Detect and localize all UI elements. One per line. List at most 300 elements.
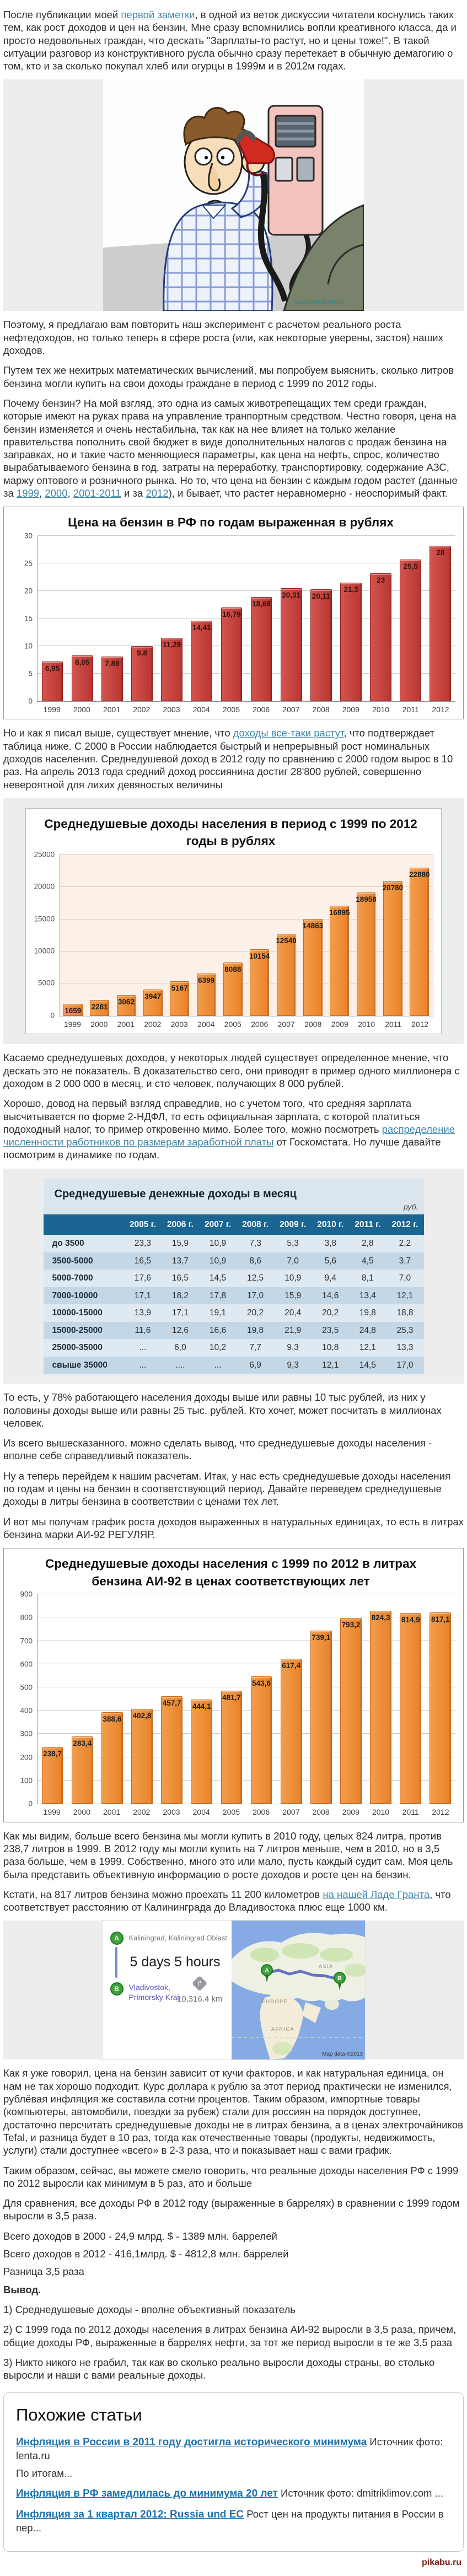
bar-slot	[326, 855, 353, 1016]
bar-value-label: 457,7	[162, 1698, 181, 1707]
intro-paragraph	[3, 8, 464, 72]
table-cell: 13,9	[134, 1308, 151, 1318]
table-cell: 17,1	[134, 1290, 151, 1300]
table-cell: 3,8	[324, 1239, 337, 1249]
related-article-source: Рост цен на продукты питания в России в пер...	[16, 2508, 444, 2534]
inline-link[interactable]: 1999	[16, 487, 40, 499]
table-cell: 15,9	[285, 1290, 302, 1300]
paragraph: Из всего вышесказанного, можно сделать вывод, что среднедушевые доходы населения - вполне себе справедливый показатель.	[3, 1437, 432, 1462]
table-cell: 18,8	[396, 1308, 414, 1318]
text-run: от Госкомстата. Но лучше давайте посмотрим в динамике по годам.	[3, 1136, 441, 1161]
paragraph	[3, 1097, 464, 1161]
x-tick-label: 2008	[312, 1808, 330, 1817]
plot-row	[6, 531, 455, 706]
row-label: 25000-35000	[52, 1343, 103, 1353]
inline-link[interactable]: на нашей Ладе Гранта	[323, 1888, 430, 1900]
table-cell: 9,3	[287, 1360, 299, 1370]
bar-value-label: 22880	[409, 870, 430, 879]
x-tick-label: 2003	[170, 1019, 188, 1029]
x-tick-label: 2011	[385, 1019, 402, 1029]
bar-value-label: 10154	[249, 952, 270, 961]
bar-slot	[276, 1594, 306, 1804]
origin-label: Kaliningrad, Kaliningrad Oblast	[128, 1934, 227, 1943]
y-tick-label: 900	[20, 1590, 33, 1599]
bar-value-label: 402,8	[132, 1712, 152, 1720]
route-map	[103, 1921, 365, 2059]
table-cell: 10,9	[285, 1273, 302, 1283]
africa-label: AFRICA	[271, 2026, 294, 2032]
bar-slot	[366, 1594, 396, 1804]
bar-value-label: 817,1	[431, 1615, 450, 1624]
related-article-link[interactable]: Инфляция за 1 квартал 2012: Russia und ЕС	[16, 2508, 244, 2520]
table-cell: 13,3	[396, 1343, 414, 1353]
table-row	[44, 1287, 424, 1305]
table-cell: 13,4	[359, 1290, 376, 1300]
marker-a-icon: A	[110, 1932, 124, 1945]
y-tick-label: 700	[20, 1637, 33, 1645]
row-label: 3500-5000	[52, 1256, 93, 1266]
y-tick-label: 0	[50, 1011, 55, 1020]
conclusion-item-1: 1) Среднедушевые доходы - вполне объективный показатель	[3, 2303, 296, 2315]
column-header: 2009 г.	[274, 1214, 312, 1235]
related-heading: Похожие статьи	[16, 2405, 142, 2425]
x-tick-label: 2006	[251, 1019, 269, 1029]
related-article-source: Источник фото: lenta.ru	[16, 2436, 443, 2462]
table-cell: 24,8	[359, 1325, 376, 1335]
bar-slot	[113, 855, 139, 1016]
x-tick-label: 2001	[103, 1808, 121, 1817]
related-articles	[3, 2392, 464, 2552]
bar	[72, 1736, 93, 1804]
bar	[42, 1747, 63, 1804]
bar	[310, 589, 332, 701]
bar-value-label: 20,31	[282, 590, 301, 599]
table-cell: 20,4	[285, 1308, 302, 1318]
x-tick-label: 2002	[133, 704, 151, 714]
bar-value-label: 283,4	[73, 1739, 92, 1748]
table-row	[44, 1235, 424, 1252]
bar	[101, 1712, 123, 1804]
bar	[221, 1691, 243, 1804]
svg-text:B: B	[337, 1975, 342, 1982]
bar-slot	[219, 855, 246, 1016]
bar	[430, 546, 451, 701]
table-cell: 7,3	[249, 1239, 261, 1249]
cartoon-strip	[3, 79, 464, 311]
table-cell: 19,8	[247, 1325, 264, 1335]
table-cell: 12,5	[247, 1273, 264, 1283]
table-cell: 23,5	[322, 1325, 339, 1335]
text-run: , в одной из веток дискуссии читатели коснулись таких тем, как рост доходов и цен на бензин. Мне сразу вспомнились вопли креативного класса, да и просто недовольных граждан, что дескать "Зарплаты-то растут, но и цены тоже!". В такой ситуации разговор из конструктивного русла обычно сразу перетекает в обычную демагогию о том, кто и за сколько покупал хлеб или огурцы в 1999м и в 2012м годах.	[3, 9, 457, 72]
bar	[251, 597, 272, 701]
y-tick-label: 20	[24, 587, 33, 595]
x-tick-label: 2009	[331, 1019, 348, 1029]
inline-link[interactable]: распределение численности работников по размерам заработной платы	[3, 1123, 455, 1148]
bar-slot	[306, 536, 336, 701]
table-cell: 23,3	[134, 1239, 151, 1249]
conclusion-item-3: 3) Никто никого не грабил, так как во сколько реально выросли доходы страны, во столько выросли и наши с вами реальные доходы.	[3, 2356, 435, 2381]
text-run: Хорошо, довод на первый взгляд справедлив, но с учетом того, что средняя зарплата высчитывается по форме 2-НДФЛ, то есть официальная зарплата, с которой платиться подоходный налог, то пример откровенно мимо. Более того, можно посмотреть	[3, 1098, 420, 1135]
table-cell: 9,4	[324, 1273, 337, 1283]
column-header: 2010 г.	[312, 1214, 349, 1235]
bar-value-label: 238,7	[43, 1750, 62, 1758]
asia-label: ASIA	[318, 1964, 334, 1970]
x-tick-label: 2003	[163, 704, 180, 714]
paragraph: Для сравнения, все доходы РФ в 2012 году (выраженные в баррелях) в сравнении с 1999 годом выросли в 3,5 раза.	[3, 2197, 460, 2222]
bar-slot	[336, 536, 366, 701]
bar	[340, 1618, 362, 1804]
table-cell: 7,0	[287, 1256, 299, 1266]
table-cell: 8,6	[249, 1256, 261, 1266]
table-cell: 20,2	[247, 1308, 264, 1318]
bar-slot	[193, 855, 219, 1016]
income-2012-line: Всего доходов в 2012 - 416,1млрд. $ - 4812,8 млн. баррелей	[3, 2248, 289, 2260]
bar-slot	[86, 855, 112, 1016]
table-cell: 19,1	[209, 1308, 227, 1318]
table-title: Среднедушевые денежные доходы в месяц	[54, 1187, 297, 1200]
bar-value-label: 824,3	[371, 1614, 390, 1622]
bar	[63, 1004, 83, 1015]
x-tick-label: 2007	[282, 704, 300, 714]
table-row	[44, 1304, 424, 1322]
related-article-link[interactable]: Инфляция в России в 2011 году достигла исторического минимума	[16, 2437, 367, 2449]
route-duration: 5 days 5 hours	[130, 1954, 221, 1970]
bar-slot	[127, 536, 157, 701]
plot-area	[37, 536, 455, 702]
related-article-link[interactable]: Инфляция в РФ замедлилась до минимума 20 лет	[16, 2487, 278, 2499]
bar-slot	[37, 536, 67, 701]
table-cell: 13,7	[171, 1256, 189, 1266]
bar-value-label: 481,7	[222, 1693, 241, 1702]
glasses-left	[195, 148, 212, 165]
table-cell: 8,1	[362, 1273, 374, 1283]
bar-slot	[157, 536, 187, 701]
table-cell: 20,2	[322, 1308, 339, 1318]
plot-row	[6, 1590, 455, 1808]
bar-value-label: 1659	[65, 1007, 82, 1015]
bar	[400, 560, 421, 701]
bar-value-label: 21,3	[343, 585, 358, 594]
conclusion-item-2: 2) С 1999 года по 2012 доходы населения в литрах бензина АИ-92 выросли в 3,5 раза, причем, общие доходы РФ, выраженные в баррелях нефти, за тот же период выросли в те же 3,5 раза	[3, 2324, 457, 2348]
inline-link[interactable]: первой заметки	[121, 9, 195, 20]
bars	[37, 1594, 455, 1804]
income-table-strip	[3, 1169, 464, 1384]
text-run: Но и как я писал выше, существует мнение, что	[3, 727, 233, 739]
bar	[357, 892, 376, 1015]
bar	[277, 934, 296, 1015]
paragraph: Касаемо среднедушевых доходов, у некоторых людей существует определенное мнение, что дескать это не показатель. В доказательство сего, они приводят в пример одного миллионера с доходом в 2 000 000 в месяц, и сто человек, получающих 8 000 рублей.	[3, 1052, 460, 1089]
plot-area	[37, 1594, 455, 1804]
x-tick-label: 1999	[63, 1019, 81, 1029]
bar	[340, 583, 362, 701]
table-cell: 16,5	[134, 1256, 151, 1266]
bars	[37, 536, 455, 701]
chart-title: Среднедушевые доходы населения с 1999 по 2012 в литрах	[45, 1557, 417, 1571]
table-cell: 10,9	[209, 1239, 227, 1249]
x-axis	[37, 1804, 455, 1817]
x-tick-label: 2004	[197, 1019, 215, 1029]
bar	[143, 989, 163, 1016]
x-tick-label: 2011	[402, 704, 419, 714]
x-tick-label: 2007	[277, 1019, 295, 1029]
fuel-price-chart	[3, 507, 464, 719]
x-tick-label: 2005	[222, 1808, 240, 1817]
route-distance: ↱ 10,316.4 km	[177, 1978, 223, 2005]
table-unit: руб.	[404, 1202, 418, 1211]
table-cell: 6,9	[249, 1360, 261, 1370]
y-tick-label: 10000	[34, 946, 55, 955]
x-tick-label: 2010	[358, 1019, 375, 1029]
table-cell: 12,1	[322, 1360, 339, 1370]
bar	[251, 1676, 272, 1804]
row-label: до 3500	[52, 1239, 84, 1249]
pikabu-watermark: pikabu.ru	[421, 2558, 461, 2568]
x-tick-label: 2003	[163, 1808, 180, 1817]
bar-value-label: 3947	[144, 992, 162, 1001]
x-tick-label: 2001	[103, 704, 121, 714]
y-tick-label: 10	[24, 642, 33, 650]
bar-slot	[60, 855, 86, 1016]
x-tick-label: 2012	[411, 1019, 429, 1029]
bar-slot	[97, 536, 127, 701]
plot-row	[28, 850, 433, 1020]
bar-value-label: 8,05	[75, 658, 90, 667]
table-cell: 25,3	[396, 1325, 414, 1335]
map-attribution: Map data ©2013	[321, 2051, 363, 2058]
table-cell: 4,5	[362, 1256, 374, 1266]
bar-slot	[426, 536, 455, 701]
table-cell: 10,9	[209, 1256, 227, 1266]
bar-value-label: 23	[377, 576, 385, 584]
bar-slot	[127, 1594, 157, 1804]
table-row	[44, 1252, 424, 1270]
bar-value-label: 20,11	[312, 591, 330, 600]
bar-slot	[139, 855, 166, 1016]
table-cell: 12,1	[359, 1343, 376, 1353]
column-header: 2011 г.	[349, 1214, 386, 1235]
table-cell: 17,8	[209, 1290, 227, 1300]
bar-slot	[166, 855, 192, 1016]
bar-value-label: 16,79	[222, 610, 241, 619]
cartoon-watermark: www.velek-life.ru	[295, 298, 345, 306]
y-axis	[6, 1590, 37, 1808]
table-cell: 6,0	[174, 1343, 186, 1353]
bar-value-label: 388,6	[103, 1715, 122, 1723]
bar	[101, 657, 123, 701]
related-article-snippet: По итогам...	[16, 2467, 73, 2479]
bar	[330, 906, 349, 1015]
inline-link[interactable]: 2000	[45, 487, 68, 499]
paragraph: Поэтому, я предлагаю вам повторить наш эксперимент с расчетом реального роста нефтедоходов, но только теперь в сфере роста (или, как некоторые уверены, застоя) наших доходов.	[3, 319, 443, 357]
table-row	[44, 1322, 424, 1340]
bar	[131, 646, 153, 701]
x-tick-label: 2010	[372, 704, 390, 714]
text-run: ,	[39, 487, 45, 499]
x-tick-label: 2011	[402, 1808, 419, 1817]
bar-value-label: 14,41	[192, 623, 211, 632]
bar	[303, 919, 323, 1016]
bar	[221, 607, 243, 701]
paragraph: Таким образом, сейчас, вы можете смело говорить, что реальные доходы населения РФ с 1999 по 2012 выросли как минимум в 5 раз, ато и больше	[3, 2164, 459, 2189]
x-tick-label: 2010	[372, 1808, 390, 1817]
x-tick-label: 2005	[222, 704, 240, 714]
chart-title: бензина АИ-92 в ценах соответствующих лет	[92, 1574, 370, 1588]
bar-slot	[157, 1594, 187, 1804]
bar-value-label: 9,8	[137, 648, 147, 657]
bar-value-label: 6399	[197, 976, 214, 985]
corner-cell	[44, 1214, 124, 1235]
bar-value-label: 12540	[276, 937, 297, 945]
y-tick-label: 15000	[34, 915, 55, 923]
column-header: 2012 г.	[386, 1214, 423, 1235]
bar-slot	[336, 1594, 366, 1804]
bar-slot	[246, 1594, 276, 1804]
table-cell: 7,0	[399, 1273, 411, 1283]
column-header: 2007 г.	[199, 1214, 237, 1235]
row-label: 10000-15000	[52, 1308, 103, 1318]
related-article-source: Источник фото: dmitriklimov.com ...	[277, 2487, 443, 2499]
income-chart-strip	[3, 798, 464, 1045]
paragraph: Ну а теперь перейдем к нашим расчетам. Итак, у нас есть среднедушевые доходы населения по годам и цены на бензин в соответствующий период. Давайте переведем среднедушевые доходы в литры бензина в соответствии с ценами тех лет.	[3, 1470, 450, 1508]
bar-slot	[396, 1594, 426, 1804]
bar-slot	[276, 536, 306, 701]
bar-value-label: 617,4	[282, 1661, 301, 1670]
x-tick-label: 2006	[253, 1808, 270, 1817]
x-tick-label: 2002	[144, 1019, 162, 1029]
bar	[42, 662, 63, 701]
route-map-strip	[3, 1921, 464, 2059]
bar-value-label: 543,6	[252, 1679, 271, 1687]
route-panel	[103, 1921, 232, 2059]
bar	[197, 974, 216, 1016]
bar	[410, 868, 429, 1016]
table-cell: 14,5	[209, 1273, 227, 1283]
paragraph: Путем тех же нехитрых математических вычислений, мы попробуем выяснить, сколько литров бензина могли купить на свои доходы граждане в период с 1999 по 2012 годы.	[3, 364, 454, 389]
y-tick-label: 100	[20, 1776, 33, 1785]
column-header: 2006 г.	[162, 1214, 199, 1235]
route-line	[115, 1947, 117, 1978]
paragraph: То есть, у 78% работающего населения доходы выше или равны 10 тыс рублей, из них у половины доходы выше или равны 25 тыс. рублей. Кто хочет, может посчитать в миллионах человек.	[3, 1391, 442, 1429]
table-body	[44, 1235, 424, 1374]
y-tick-label: 5	[28, 669, 33, 678]
bar-slot	[217, 536, 246, 701]
bar-slot	[426, 1594, 455, 1804]
table-cell: 17,0	[247, 1290, 264, 1300]
bar-slot	[187, 1594, 217, 1804]
map-canvas[interactable]	[232, 1921, 365, 2059]
bar-value-label: 814,9	[401, 1616, 420, 1624]
bar	[383, 881, 402, 1016]
row-label: свыше 35000	[52, 1360, 108, 1370]
bar	[117, 995, 136, 1016]
x-tick-label: 2009	[342, 704, 359, 714]
x-tick-label: 2008	[312, 704, 330, 714]
bar-value-label: 11,29	[163, 640, 181, 649]
glasses-right	[217, 148, 234, 165]
table-cell: ...	[139, 1360, 147, 1370]
table-cell: 14,6	[322, 1290, 339, 1300]
bar-slot	[217, 1594, 246, 1804]
inline-link[interactable]: 2001-2011	[73, 487, 121, 499]
related-list	[16, 2435, 451, 2534]
y-tick-label: 500	[20, 1683, 33, 1692]
inline-link[interactable]: доходы все-таки растут	[233, 727, 344, 739]
cartoon-image	[103, 79, 364, 311]
table-cell: 10,2	[209, 1343, 227, 1353]
x-tick-label: 2004	[192, 704, 210, 714]
x-tick-label: 1999	[43, 1808, 61, 1817]
bar-slot	[246, 536, 276, 701]
bar-value-label: 739,1	[312, 1633, 331, 1642]
chart-title: годы в рублях	[186, 834, 276, 848]
table-cell: ...	[214, 1360, 222, 1370]
table-cell: 2,2	[399, 1239, 411, 1249]
bar	[191, 1700, 212, 1804]
table-cell: 19,8	[359, 1308, 376, 1318]
text-run: Почему бензин? На мой взгляд, это одна из самых животрепещащих тем среди граждан, которые имеют на руках права на управление транпортным средством. Честно говоря, цена на бензин изменяется и очень нестабильна, так как на нее влияет на только желание правительства пополнить свой бюджет в виде дополнительных налогов с продаж бензина на заправках, но и такие часто меняющиеся параметры, как цена на нефть, спрос, количество вырабатываемого бензина в год, затраты на переработку, транспортировку, содержание АЗС, маржу оптового и розничного рынка. Но то, что цена на бензин с каждым годом растет (данные за	[3, 397, 458, 499]
x-axis	[59, 1017, 433, 1030]
bar-slot	[396, 536, 426, 701]
text-run: После публикации моей	[3, 9, 121, 20]
x-tick-label: 2008	[304, 1019, 322, 1029]
y-tick-label: 800	[20, 1613, 33, 1622]
bar	[281, 588, 302, 701]
paragraph	[3, 727, 464, 790]
y-tick-label: 200	[20, 1753, 33, 1762]
bar-value-label: 18,68	[252, 599, 271, 608]
table-cell: 15,9	[171, 1239, 189, 1249]
bar-value-label: 20780	[382, 884, 404, 892]
bar-value-label: 793,2	[341, 1621, 361, 1630]
related-article-item	[16, 2487, 451, 2500]
bar-slot	[37, 1594, 67, 1804]
x-tick-label: 2004	[192, 1808, 210, 1817]
x-tick-label: 2012	[432, 1808, 449, 1817]
text-run: ,	[67, 487, 73, 499]
table-header	[44, 1214, 424, 1235]
bar-slot	[379, 855, 406, 1016]
paragraph	[3, 397, 464, 499]
income-table	[44, 1214, 424, 1374]
inline-link[interactable]: 2012	[146, 487, 169, 499]
bar	[161, 1696, 182, 1804]
row-label: 5000-7000	[52, 1273, 93, 1283]
x-tick-label: 2007	[282, 1808, 300, 1817]
text-run: Кстати, на 817 литров бензина можно проехать 11 200 километров	[3, 1888, 323, 1900]
bar	[90, 1000, 109, 1016]
paragraph: Как я уже говорил, цена на бензин зависит от кучи факторов, и как натуральная единица, он нам не так хорошо подходит. Курс доллара к рублю за этот период практически не изменился, рублёвая инфляция же составила сотни процентов. Таким образом, импортные товары (компьютеры, автомобили, поездки за рубеж) стали для россиян на порядок доступнее, достаточно персчитать среднедушевые доходы не в литрах бензина, а в ценах электрочайников Tefal, и разница будет в 10 раз, тогда как отечественные товары (продукты, недвижимость, услуги) стали доступнее «всего» в 2-3 раза, что и показывает наш с вами график.	[3, 2067, 463, 2156]
x-tick-label: 2012	[432, 704, 449, 714]
bar	[191, 621, 212, 701]
bar	[370, 573, 391, 701]
destination-label: Vladivostok, Primorsky Krai	[128, 1982, 179, 2002]
x-tick-label: 2005	[224, 1019, 241, 1029]
bar-value-label: 8088	[224, 965, 241, 974]
bar-value-label: 16895	[329, 908, 350, 917]
bars	[60, 855, 433, 1016]
table-cell: 17,0	[396, 1360, 414, 1370]
table-cell: 11,6	[135, 1325, 151, 1335]
chart-title: Цена на бензин в РФ по годам выраженная в рублях	[68, 515, 394, 530]
income-in-liters-chart	[3, 1548, 464, 1822]
x-tick-label: 2002	[133, 1808, 151, 1817]
related-article-item	[16, 2435, 451, 2480]
bar	[430, 1612, 451, 1804]
text-run: ), и бывает, что растет неравномерно - неоспоримый факт.	[168, 487, 448, 499]
table-cell: 18,2	[171, 1290, 189, 1300]
x-tick-label: 2001	[117, 1019, 135, 1029]
table-cell: 12,1	[396, 1290, 414, 1300]
